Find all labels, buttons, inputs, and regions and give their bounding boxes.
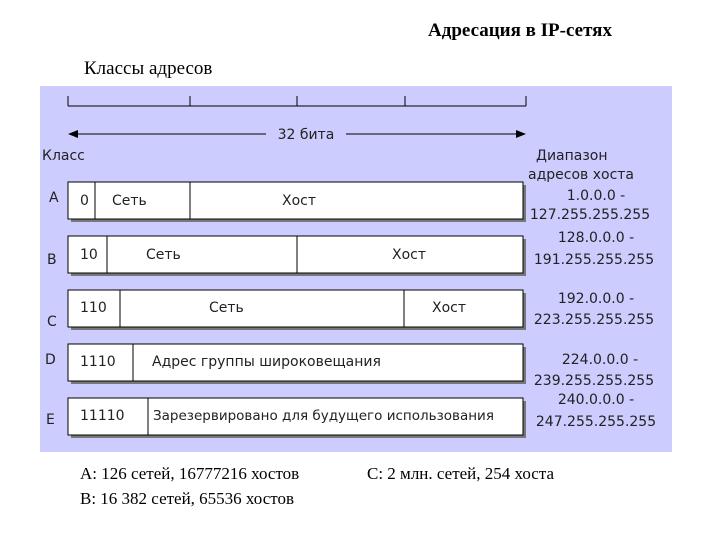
row-a-field-host: Хост xyxy=(282,193,317,209)
row-b-field-network: Сеть xyxy=(146,247,181,263)
row-e-field-reserved: Зарезервировано для будущего использования xyxy=(153,408,494,424)
class-header: Класс xyxy=(42,148,85,164)
row-b-prefix: 10 xyxy=(80,247,98,263)
range-header-2: адресов хоста xyxy=(528,167,635,183)
row-c-range-1: 192.0.0.0 - xyxy=(557,291,635,307)
row-e-range-2: 247.255.255.255 xyxy=(535,414,657,430)
row-b-range-1: 128.0.0.0 - xyxy=(557,230,635,246)
arrowhead-right xyxy=(516,130,526,138)
row-e-prefix: 11110 xyxy=(80,408,125,424)
row-b-range-2: 191.255.255.255 xyxy=(533,252,655,268)
row-b-field-host: Хост xyxy=(392,247,427,263)
stat-class-b: B: 16 382 сетей, 65536 хостов xyxy=(80,489,294,508)
range-header-1: Диапазон xyxy=(536,148,608,164)
row-a-class: A xyxy=(49,190,59,206)
row-d-range-2: 239.255.255.255 xyxy=(533,373,655,389)
row-b-box xyxy=(68,236,523,273)
row-e-class: E xyxy=(46,412,55,428)
row-e-range-1: 240.0.0.0 - xyxy=(557,392,635,408)
ip-classes-diagram xyxy=(40,86,672,452)
stat-class-c: C: 2 млн. сетей, 254 хоста xyxy=(367,464,555,483)
row-d-range-1: 224.0.0.0 - xyxy=(561,352,639,368)
width-label: 32 бита xyxy=(277,127,335,143)
row-c-range-2: 223.255.255.255 xyxy=(533,312,655,328)
row-a-field-network: Сеть xyxy=(112,193,147,209)
row-b-class: B xyxy=(47,252,57,268)
section-subtitle: Классы адресов xyxy=(84,58,213,79)
arrowhead-left xyxy=(68,130,78,138)
diagram-canvas xyxy=(40,86,672,452)
row-a-range-2: 127.255.255.255 xyxy=(529,207,651,223)
row-c-field-host: Хост xyxy=(432,300,467,316)
row-d-prefix: 1110 xyxy=(80,354,116,370)
page-title: Адресация в IP-сетях xyxy=(428,20,612,41)
row-d-field-multicast: Адрес группы широковещания xyxy=(152,354,381,370)
row-a-range-1: 1.0.0.0 - xyxy=(566,188,626,204)
row-d-class: D xyxy=(45,352,56,368)
row-c-prefix: 110 xyxy=(80,300,107,316)
row-a-prefix: 0 xyxy=(80,193,89,209)
stat-class-a: A: 126 сетей, 16777216 хостов xyxy=(80,464,300,483)
row-c-class: C xyxy=(47,314,57,330)
row-c-field-network: Сеть xyxy=(209,300,244,316)
